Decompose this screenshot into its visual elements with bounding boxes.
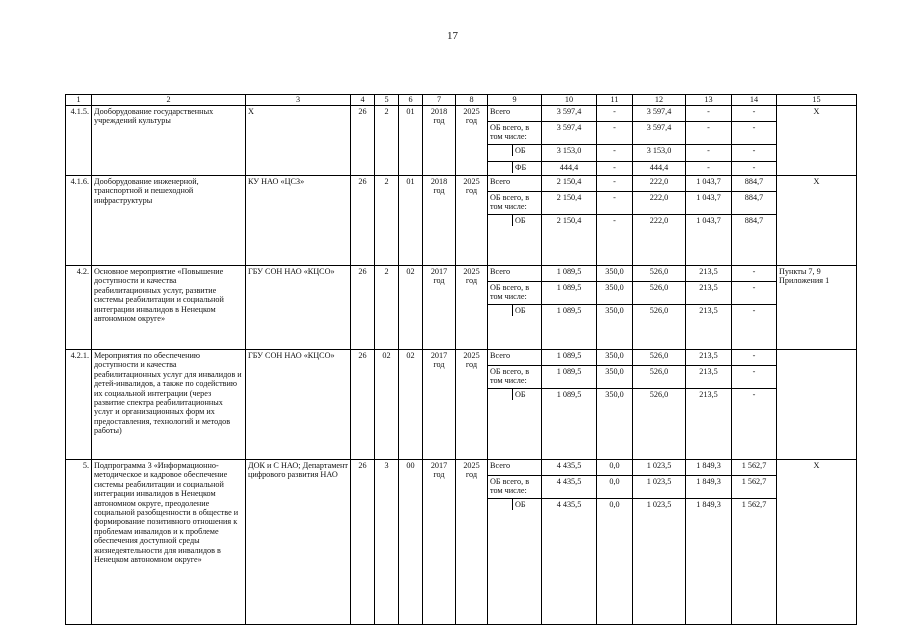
source-cell (488, 305, 542, 350)
amount-cell: 526,0 (633, 366, 686, 389)
source-blank (488, 389, 513, 400)
amount-cell: 1 089,5 (542, 282, 597, 305)
header-cell: 14 (732, 95, 777, 106)
source-label: ОБ всего, в том числе: (488, 476, 542, 499)
amount-cell: 526,0 (633, 305, 686, 350)
amount-cell: - (732, 106, 777, 122)
code-4: 26 (351, 176, 375, 266)
amount-cell: 2 150,4 (542, 192, 597, 215)
measure-name: Дооборудование инженерной, транспортной и пешеходной инфраструктуры (92, 176, 246, 266)
amount-cell: 1 023,5 (633, 476, 686, 499)
executor: ГБУ СОН НАО «КЦСО» (246, 350, 351, 460)
source-sub-label: ОБ (515, 216, 526, 225)
amount-cell: 4 435,5 (542, 460, 597, 476)
row-number: 4.2. (66, 266, 92, 350)
amount-cell: 2 150,4 (542, 215, 597, 266)
row-number: 4.2.1. (66, 350, 92, 460)
table-row (66, 460, 857, 476)
amount-cell: 350,0 (597, 305, 633, 350)
code-5: 2 (375, 106, 399, 176)
amount-cell: 1 849,3 (686, 499, 732, 625)
amount-cell: 526,0 (633, 389, 686, 460)
page-number: 17 (447, 30, 458, 42)
amount-cell: 444,4 (633, 162, 686, 176)
amount-cell: 3 597,4 (542, 106, 597, 122)
code-6: 02 (399, 266, 423, 350)
amount-cell: 0,0 (597, 476, 633, 499)
header-cell: 10 (542, 95, 597, 106)
amount-cell: 1 089,5 (542, 389, 597, 460)
measure-name: Основное мероприятие «Повышение доступности и качества реабилитационных услуг, развитие системы реабилитации и социальной интеграции инвалидов в Ненецком автономном округе» (92, 266, 246, 350)
code-6: 01 (399, 106, 423, 176)
amount-cell: - (732, 366, 777, 389)
code-5: 02 (375, 350, 399, 460)
amount-cell: 0,0 (597, 499, 633, 625)
amount-cell: 3 153,0 (633, 145, 686, 162)
amount-cell: 1 562,7 (732, 499, 777, 625)
source-cell (488, 499, 542, 625)
amount-cell: - (686, 145, 732, 162)
amount-cell: 350,0 (597, 389, 633, 460)
amount-cell: 350,0 (597, 350, 633, 366)
code-6: 02 (399, 350, 423, 460)
amount-cell: - (732, 282, 777, 305)
amount-cell: - (597, 215, 633, 266)
amount-cell: 1 089,5 (542, 350, 597, 366)
amount-cell: - (597, 122, 633, 145)
amount-cell: 526,0 (633, 282, 686, 305)
executor: Х (246, 106, 351, 176)
amount-cell: 884,7 (732, 215, 777, 266)
source-cell (488, 389, 542, 460)
measure-name: Дооборудование государственных учреждений культуры (92, 106, 246, 176)
header-cell: 8 (456, 95, 488, 106)
header-cell: 11 (597, 95, 633, 106)
amount-cell: 350,0 (597, 282, 633, 305)
amount-cell: 1 562,7 (732, 476, 777, 499)
note-cell (777, 350, 857, 460)
amount-cell: - (732, 389, 777, 460)
source-cell (488, 162, 542, 176)
amount-cell: - (597, 192, 633, 215)
source-label: Всего (488, 266, 542, 282)
end-year: 2025 год (456, 350, 488, 460)
source-sub-label: ОБ (515, 306, 526, 315)
amount-cell: 222,0 (633, 192, 686, 215)
amount-cell: 4 435,5 (542, 499, 597, 625)
end-year: 2025 год (456, 460, 488, 625)
amount-cell: 1 849,3 (686, 460, 732, 476)
source-blank (488, 305, 513, 316)
note-cell: Х (777, 176, 857, 266)
code-6: 01 (399, 176, 423, 266)
end-year: 2025 год (456, 106, 488, 176)
amount-cell: - (732, 162, 777, 176)
row-number: 5. (66, 460, 92, 625)
amount-cell: 884,7 (732, 176, 777, 192)
amount-cell: - (686, 122, 732, 145)
start-year: 2018 год (423, 176, 456, 266)
start-year: 2018 год (423, 106, 456, 176)
source-cell (488, 215, 542, 266)
header-cell: 6 (399, 95, 423, 106)
start-year: 2017 год (423, 350, 456, 460)
end-year: 2025 год (456, 266, 488, 350)
code-4: 26 (351, 460, 375, 625)
source-blank (488, 162, 513, 173)
header-cell: 5 (375, 95, 399, 106)
amount-cell: - (732, 122, 777, 145)
amount-cell: 2 150,4 (542, 176, 597, 192)
header-cell: 7 (423, 95, 456, 106)
table-row (66, 106, 857, 122)
header-cell: 15 (777, 95, 857, 106)
measure-name: Подпрограмма 3 «Информационно-методическое и кадровое обеспечение системы реабилитации и социальной интеграции инвалидов в Ненецком автономном округе, преодоление социальной разобщенности в обществе и формирование позитивного отношения к проблемам инвалидов и к проблеме обеспечения доступной среды жизнедеятельности для инвалидов в Ненецком автономном округе» (92, 460, 246, 625)
amount-cell: - (732, 145, 777, 162)
program-table (65, 94, 857, 625)
source-label: Всего (488, 460, 542, 476)
amount-cell: - (732, 266, 777, 282)
amount-cell: 1 562,7 (732, 460, 777, 476)
amount-cell: 1 043,7 (686, 215, 732, 266)
amount-cell: 213,5 (686, 389, 732, 460)
header-row (66, 95, 857, 106)
amount-cell: 213,5 (686, 350, 732, 366)
amount-cell: 213,5 (686, 305, 732, 350)
amount-cell: - (597, 106, 633, 122)
amount-cell: 213,5 (686, 366, 732, 389)
amount-cell: - (732, 305, 777, 350)
header-cell: 9 (488, 95, 542, 106)
amount-cell: 4 435,5 (542, 476, 597, 499)
amount-cell: 1 089,5 (542, 266, 597, 282)
amount-cell: - (732, 350, 777, 366)
source-label: ОБ всего, в том числе: (488, 122, 542, 145)
source-blank (488, 499, 513, 510)
source-blank (488, 145, 513, 156)
header-cell: 12 (633, 95, 686, 106)
amount-cell: 1 023,5 (633, 499, 686, 625)
note-cell: Х (777, 106, 857, 176)
source-sub-label: ФБ (515, 163, 527, 172)
code-5: 3 (375, 460, 399, 625)
table-row (66, 176, 857, 192)
source-sub-label: ОБ (515, 500, 526, 509)
source-label: ОБ всего, в том числе: (488, 282, 542, 305)
header-cell: 4 (351, 95, 375, 106)
amount-cell: 1 023,5 (633, 460, 686, 476)
amount-cell: 1 849,3 (686, 476, 732, 499)
amount-cell: 3 597,4 (633, 106, 686, 122)
amount-cell: 526,0 (633, 266, 686, 282)
header-cell: 2 (92, 95, 246, 106)
amount-cell: 213,5 (686, 282, 732, 305)
amount-cell: 1 089,5 (542, 366, 597, 389)
note-cell: Х (777, 460, 857, 625)
amount-cell: 1 043,7 (686, 192, 732, 215)
header-cell: 1 (66, 95, 92, 106)
amount-cell: - (597, 162, 633, 176)
source-cell (488, 145, 542, 162)
row-number: 4.1.6. (66, 176, 92, 266)
amount-cell: 1 043,7 (686, 176, 732, 192)
code-4: 26 (351, 106, 375, 176)
table-row (66, 350, 857, 366)
end-year: 2025 год (456, 176, 488, 266)
amount-cell: 1 089,5 (542, 305, 597, 350)
executor: ДОК и С НАО; Департамент цифрового развития НАО (246, 460, 351, 625)
row-number: 4.1.5. (66, 106, 92, 176)
start-year: 2017 год (423, 460, 456, 625)
amount-cell: 884,7 (732, 192, 777, 215)
header-cell: 13 (686, 95, 732, 106)
start-year: 2017 год (423, 266, 456, 350)
amount-cell: 444,4 (542, 162, 597, 176)
code-5: 2 (375, 266, 399, 350)
amount-cell: - (686, 162, 732, 176)
amount-cell: 213,5 (686, 266, 732, 282)
amount-cell: 222,0 (633, 215, 686, 266)
amount-cell: 350,0 (597, 266, 633, 282)
amount-cell: 526,0 (633, 350, 686, 366)
code-4: 26 (351, 266, 375, 350)
amount-cell: 3 597,4 (633, 122, 686, 145)
amount-cell: - (686, 106, 732, 122)
header-cell: 3 (246, 95, 351, 106)
code-4: 26 (351, 350, 375, 460)
amount-cell: 222,0 (633, 176, 686, 192)
source-label: Всего (488, 176, 542, 192)
amount-cell: 350,0 (597, 366, 633, 389)
source-label: Всего (488, 106, 542, 122)
table-row (66, 266, 857, 282)
source-sub-label: ОБ (515, 390, 526, 399)
amount-cell: - (597, 145, 633, 162)
source-label: ОБ всего, в том числе: (488, 366, 542, 389)
amount-cell: 3 153,0 (542, 145, 597, 162)
source-label: ОБ всего, в том числе: (488, 192, 542, 215)
executor: ГБУ СОН НАО «КЦСО» (246, 266, 351, 350)
amount-cell: 3 597,4 (542, 122, 597, 145)
source-label: Всего (488, 350, 542, 366)
code-5: 2 (375, 176, 399, 266)
source-blank (488, 215, 513, 226)
measure-name: Мероприятия по обеспечению доступности и качества реабилитационных услуг для инвалидов и детей-инвалидов, а также по содействию их социальной интеграции (через развитие спектра реабилитационных услуг и организационных форм их предоставления, технологий и методов работы) (92, 350, 246, 460)
code-6: 00 (399, 460, 423, 625)
amount-cell: 0,0 (597, 460, 633, 476)
note-cell: Пункты 7, 9 Приложения 1 (777, 266, 857, 350)
amount-cell: - (597, 176, 633, 192)
source-sub-label: ОБ (515, 146, 526, 155)
executor: КУ НАО «ЦСЗ» (246, 176, 351, 266)
